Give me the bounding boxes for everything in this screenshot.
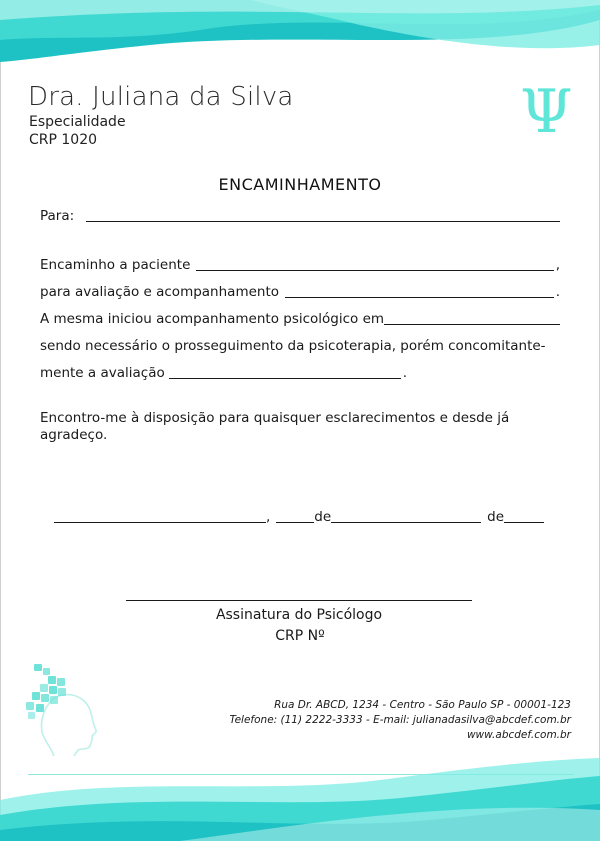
month-field-line[interactable] xyxy=(331,521,481,523)
to-field-line[interactable] xyxy=(86,220,560,222)
referral-line-2-tail: . xyxy=(555,284,560,300)
footer-address: Rua Dr. ABCD, 1234 - Centro - São Paulo SP - 00001-123 xyxy=(274,699,571,711)
referral-line-1-tail: , xyxy=(555,257,560,273)
footer-website: www.abcdef.com.br xyxy=(466,729,571,741)
signature-label: Assinatura do Psicólogo xyxy=(215,607,383,623)
doctor-specialty: Especialidade xyxy=(29,114,126,130)
referral-line-4-text: sendo necessário o prosseguimento da psicoterapia, porém concomitante- xyxy=(40,338,546,354)
referral-line-1-text: Encaminho a paciente xyxy=(40,257,191,273)
referral-line-5 xyxy=(40,365,407,381)
referral-line-2 xyxy=(40,284,560,300)
date-de-1: de xyxy=(314,509,332,525)
footer-contact-line: Telefone: (11) 2222-3333 - E-mail: julianadasilva@abcdef.com.br xyxy=(229,714,571,726)
referral-line-5-text: mente a avaliação xyxy=(40,365,165,381)
date-de-2: de xyxy=(487,509,505,525)
purpose-field-line[interactable] xyxy=(285,296,554,298)
referral-line-1 xyxy=(40,257,560,273)
referral-line-4 xyxy=(40,338,560,354)
patient-field-line[interactable] xyxy=(196,269,553,271)
referral-line-3 xyxy=(40,311,560,327)
doctor-name: Dra. Juliana da Silva xyxy=(28,82,294,112)
referral-line-5-tail: . xyxy=(402,365,408,381)
footer-contact xyxy=(229,698,571,743)
start-date-field-line[interactable] xyxy=(384,323,560,325)
day-field-line[interactable] xyxy=(276,521,314,523)
doctor-crp: CRP 1020 xyxy=(29,132,98,148)
referral-line-3-text: A mesma iniciou acompanhamento psicológico em xyxy=(40,311,385,327)
date-line xyxy=(54,509,554,525)
city-field-line[interactable] xyxy=(54,521,266,523)
evaluation-field-line[interactable] xyxy=(169,377,401,379)
top-wave-decoration xyxy=(0,0,600,75)
bottom-wave-decoration xyxy=(0,740,600,841)
year-field-line[interactable] xyxy=(504,521,544,523)
closing-paragraph: Encontro-me à disposição para quaisquer esclarecimentos e desde já agradeço. xyxy=(40,410,510,443)
signature-line[interactable] xyxy=(126,600,472,601)
date-comma: , xyxy=(266,509,271,525)
referral-line-2-text: para avaliação e acompanhamento xyxy=(40,284,280,300)
to-line xyxy=(40,208,560,224)
psi-logo-icon: Ψ xyxy=(520,77,573,147)
document-title: ENCAMINHAMENTO xyxy=(218,175,382,194)
to-label: Para: xyxy=(40,208,75,224)
signature-crp: CRP Nº xyxy=(275,628,325,644)
